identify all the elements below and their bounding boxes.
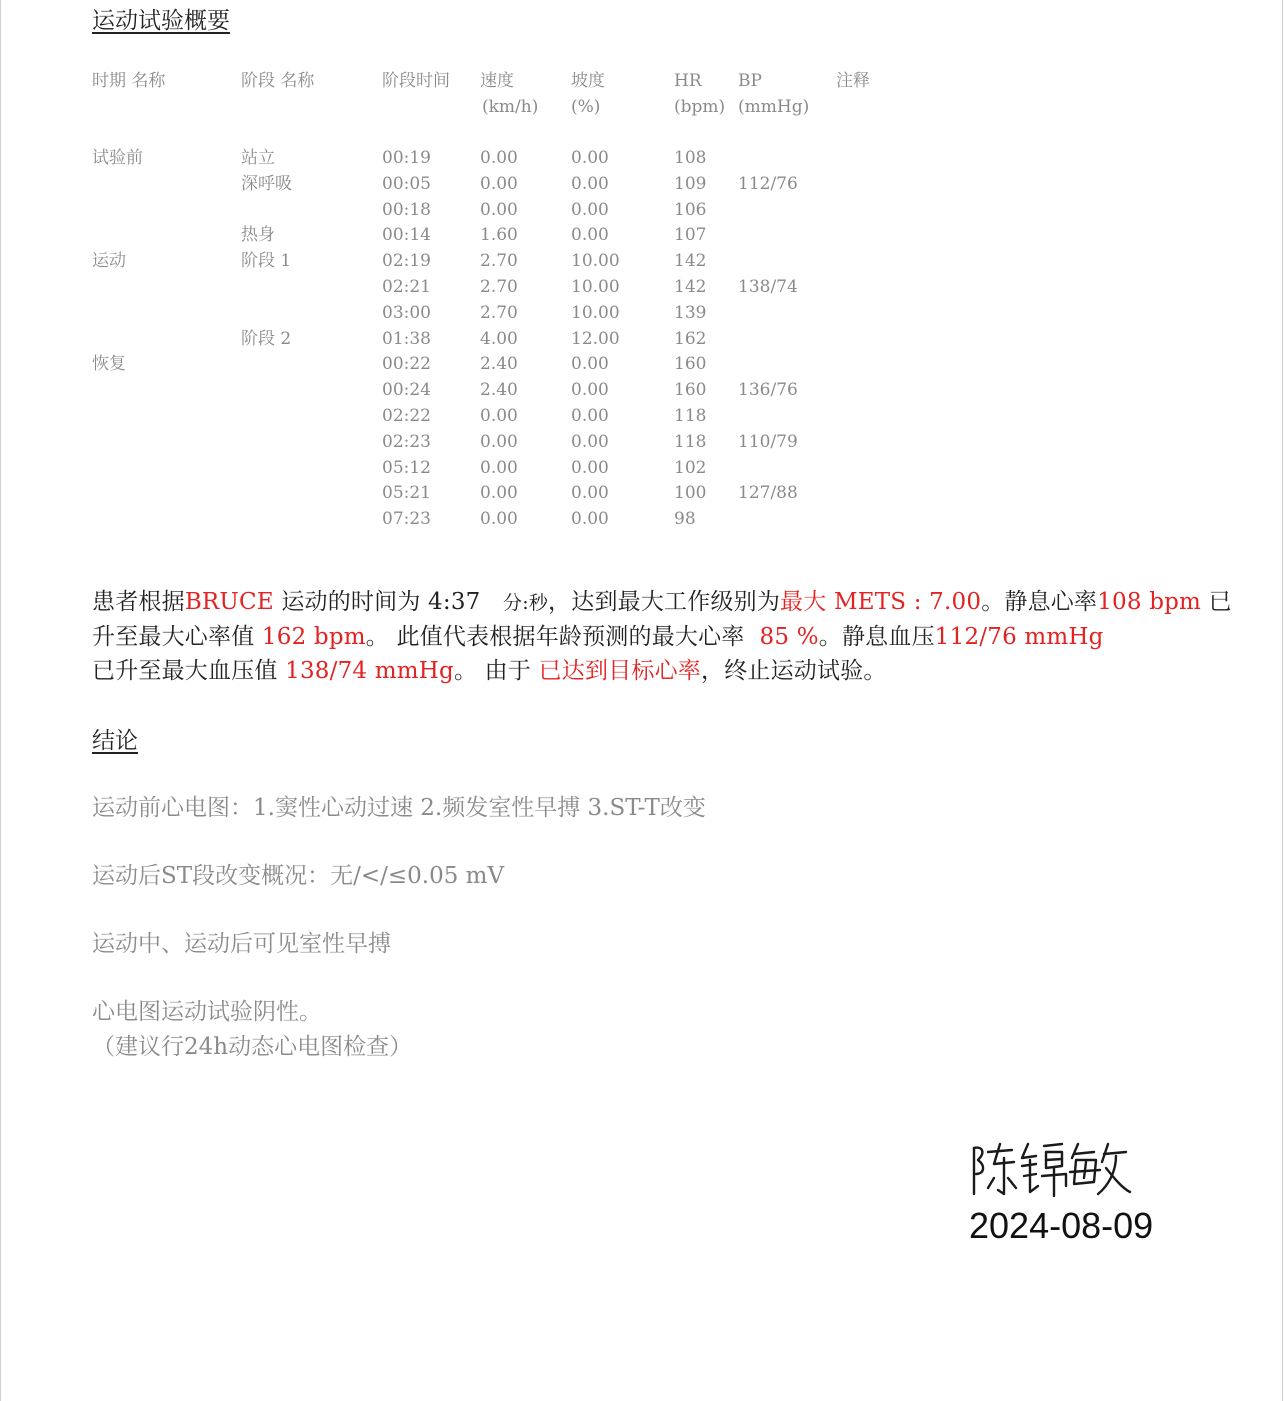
summary-text: 。静息心率 — [981, 589, 1098, 615]
summary-text: 患者根据 — [92, 589, 185, 615]
cell-hr: 139 — [674, 302, 707, 323]
summary-text: 已升至最大血压值 — [92, 658, 278, 684]
cell-speed: 0.00 — [480, 406, 518, 426]
cell-hr: 108 — [674, 148, 707, 168]
cell-speed: 0.00 — [480, 199, 518, 220]
cell-speed: 2.70 — [480, 302, 518, 323]
cell-bp: 127/88 — [738, 483, 798, 504]
cell-speed: 1.60 — [480, 225, 518, 246]
summary-text: 已升至最大心率值 — [92, 589, 1232, 650]
cell-time: 07:23 — [382, 509, 431, 530]
conclusion-line: 运动后ST段改变概况：无/</≤0.05 mV — [92, 863, 505, 889]
page-edge-right — [1282, 0, 1283, 1401]
cell-grade: 10.00 — [571, 302, 620, 323]
cell-speed: 0.00 — [480, 148, 518, 168]
cell-speed: 0.00 — [480, 173, 518, 194]
cell-speed: 2.70 — [480, 277, 518, 297]
protocol-name: BRUCE — [184, 589, 274, 615]
conclusion-line: 运动中、运动后可见室性早搏 — [92, 931, 391, 957]
header-stage: 阶段 名称 — [241, 71, 315, 91]
cell-time: 02:22 — [382, 406, 431, 426]
resting-hr: 108 bpm — [1097, 589, 1202, 615]
conclusion-title: 结论 — [92, 728, 138, 754]
cell-bp: 136/76 — [738, 380, 798, 401]
cell-speed: 2.70 — [480, 251, 518, 272]
cell-speed: 2.40 — [480, 380, 518, 401]
time-unit: 分:秒 — [503, 592, 549, 614]
cell-time: 00:19 — [382, 148, 431, 168]
cell-stage: 深呼吸 — [241, 173, 292, 194]
cell-grade: 12.00 — [571, 328, 620, 349]
cell-speed: 0.00 — [480, 457, 518, 478]
cell-bp: 112/76 — [738, 173, 798, 194]
summary-text: ，终止运动试验。 — [701, 658, 887, 684]
handwritten-signature-icon — [966, 1138, 1136, 1200]
page-edge-left — [0, 0, 1, 1401]
cell-hr: 107 — [674, 225, 707, 246]
conclusion-line: 运动前心电图：1.窦性心动过速 2.频发室性早搏 3.ST-T改变 — [92, 795, 706, 821]
header-stage-time: 阶段时间 — [382, 71, 450, 91]
cell-time: 00:22 — [382, 354, 431, 375]
header-grade-unit: (%) — [571, 97, 601, 117]
cell-time: 01:38 — [382, 328, 431, 349]
cell-hr: 162 — [674, 328, 707, 349]
cell-grade: 0.00 — [571, 406, 609, 426]
signature-date: 2024-08-09 — [969, 1205, 1154, 1246]
header-hr-unit: (bpm) — [674, 97, 726, 117]
cell-grade: 0.00 — [571, 225, 609, 246]
cell-grade: 0.00 — [571, 509, 609, 530]
header-speed: 速度 — [480, 71, 514, 91]
conclusion-line: 心电图运动试验阴性。 — [92, 999, 322, 1025]
cell-hr: 100 — [674, 483, 707, 504]
cell-hr: 142 — [674, 251, 707, 272]
summary-text: 。 此值代表根据年龄预测的最大心率 — [365, 624, 745, 650]
cell-bp: 110/79 — [738, 431, 798, 452]
termination-reason: 已达到目标心率 — [538, 658, 701, 684]
cell-stage: 阶段 1 — [241, 251, 292, 272]
max-mets: 最大 METS : 7.00 — [780, 589, 982, 615]
page-title: 运动试验概要 — [92, 8, 230, 34]
cell-grade: 0.00 — [571, 483, 609, 504]
cell-stage: 站立 — [241, 148, 275, 168]
resting-bp: 112/76 mmHg — [934, 624, 1104, 650]
cell-time: 05:12 — [382, 457, 431, 478]
header-grade: 坡度 — [571, 71, 605, 91]
cell-speed: 0.00 — [480, 431, 518, 452]
cell-hr: 106 — [674, 199, 707, 220]
cell-hr: 98 — [674, 509, 696, 530]
cell-time: 02:23 — [382, 431, 431, 452]
header-speed-unit: (km/h) — [482, 97, 539, 117]
cell-stage: 阶段 2 — [241, 328, 292, 349]
cell-grade: 10.00 — [571, 251, 620, 272]
cell-hr: 142 — [674, 277, 707, 297]
cell-hr: 118 — [674, 431, 707, 452]
summary-paragraph — [92, 585, 1232, 688]
signature-image — [966, 1138, 1136, 1204]
cell-speed: 0.00 — [480, 509, 518, 530]
header-hr: HR — [674, 71, 702, 91]
cell-time: 00:24 — [382, 380, 431, 401]
cell-hr: 160 — [674, 354, 707, 375]
header-notes: 注释 — [836, 71, 870, 91]
summary-text: 。静息血压 — [818, 624, 935, 650]
cell-grade: 0.00 — [571, 199, 609, 220]
max-hr: 162 bpm — [261, 624, 366, 650]
cell-grade: 0.00 — [571, 380, 609, 401]
header-bp: BP — [738, 71, 762, 91]
summary-text: ，达到最大工作级别为 — [548, 589, 781, 615]
cell-time: 03:00 — [382, 302, 431, 323]
cell-stage: 热身 — [241, 225, 275, 246]
cell-period: 恢复 — [92, 354, 126, 375]
cell-hr: 160 — [674, 380, 707, 401]
cell-time: 00:18 — [382, 199, 431, 220]
predicted-hr-percent: 85 % — [759, 624, 819, 650]
cell-speed: 0.00 — [480, 483, 518, 504]
header-bp-unit: (mmHg) — [738, 97, 810, 117]
cell-grade: 0.00 — [571, 148, 609, 168]
max-bp: 138/74 mmHg — [285, 658, 454, 684]
header-period: 时期 名称 — [92, 71, 166, 91]
cell-period: 试验前 — [92, 148, 143, 168]
cell-time: 02:21 — [382, 277, 431, 297]
cell-hr: 102 — [674, 457, 707, 478]
cell-time: 05:21 — [382, 483, 431, 504]
cell-grade: 0.00 — [571, 457, 609, 478]
cell-speed: 4.00 — [480, 328, 518, 349]
cell-bp: 138/74 — [738, 277, 798, 297]
cell-time: 00:05 — [382, 173, 431, 194]
cell-grade: 0.00 — [571, 431, 609, 452]
cell-speed: 2.40 — [480, 354, 518, 375]
cell-time: 02:19 — [382, 251, 431, 272]
cell-grade: 0.00 — [571, 173, 609, 194]
summary-text: 运动的时间为 4:37 — [273, 589, 481, 615]
cell-time: 00:14 — [382, 225, 431, 246]
cell-grade: 0.00 — [571, 354, 609, 375]
cell-period: 运动 — [92, 251, 126, 272]
conclusion-line: （建议行24h动态心电图检查） — [92, 1034, 413, 1060]
cell-hr: 118 — [674, 406, 707, 426]
cell-grade: 10.00 — [571, 277, 620, 297]
summary-text: 。 由于 — [453, 658, 532, 684]
cell-hr: 109 — [674, 173, 707, 194]
